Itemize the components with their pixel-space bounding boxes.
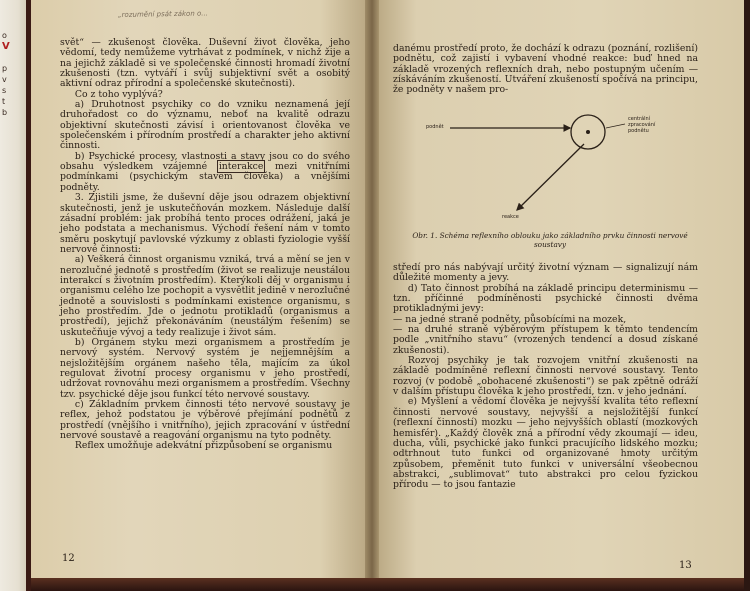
paragraph: a) Veškerá činnost organismu vzniká, trvá a mění se jen v nerozlučné jednotě s prostředím (život se realizuje neustálou interakcí s životním prostředím). Kterýkoli děj v organismu i organismu celého lze pochopit a vysvětlit jedině v nerozlučné jednotě a souvislosti s podmínkami existence organismu, s jeho prostředím. Jde o jednotu protikladů (organismus a prostředí), jejichž překonáváním (neustálým řešením) se uskutečňuje vývoj a tedy realizuje i život sám. bbox=[60, 254, 350, 338]
paragraph: a) Druhotnost psychiky co do vzniku neznamená její druhořadost co do významu, neboť na kvalitě odrazu objektivní skutečnosti závisí i orientovanost člověka ve společenském i přírodním prostředí a charakter jeho aktivní činnosti. bbox=[60, 99, 350, 152]
margin-letter bbox=[2, 52, 24, 63]
paragraph: danému prostředí proto, že dochází k odrazu (poznání, rozlišení) podnětu, což zajistí i vybavení vhodné reakce: buď hned na základě vrozených reflexních drah, nebo postupným učením — získáváním zkušeností. Utváření zkušeností spočívá na principu, že podněty v našem pro- bbox=[393, 43, 698, 96]
paragraph: d) Tato činnost probíhá na základě principu determinismu — tzn. příčinné podmíněnosti psychické činnosti dvěma protikladnými jevy: bbox=[393, 282, 698, 315]
paragraph: Co z toho vyplývá? bbox=[74, 88, 163, 100]
margin-letter: o bbox=[2, 31, 7, 40]
left-margin-letters bbox=[2, 30, 24, 118]
boxed-word: interakce bbox=[218, 161, 264, 173]
paragraph-part: mezi vnitřními podmínkami (psychickým stavem člověka) a vnějšími podněty. bbox=[60, 161, 350, 193]
paragraph: středí pro nás nabývají určitý životní význam — signalizují nám důležité momenty a jevy. bbox=[393, 262, 698, 284]
paragraph: 3. Zjistili jsme, že duševní děje jsou odrazem objektivní skutečnosti, jenž je uskutečňován mozkem. Následuje další zásadní problém: jak probíhá tento proces odrážení, jaká je jeho podstata a mechanismus. Východí řešení nám v tomto směru poskytují pavlovské výzkumy z oblasti fyziologie vyšší nervové činnosti: bbox=[60, 192, 350, 255]
reaction-label: reakce bbox=[502, 214, 519, 220]
page-number-left: 12 bbox=[62, 553, 75, 564]
bottom-edge bbox=[31, 578, 744, 591]
paragraph: b) Orgánem styku mezi organismem a prostředím je nervový systém. Nervový systém je nejjemnějším a nejsložitějším orgánem našeho těla, majícím za úkol regulovat životní procesy organismu v jeho prostředí, udržovat rovnováhu mezi organismem a prostředím. Všechny tzv. psychické děje jsou funkcí této nervové soustavy. bbox=[60, 336, 350, 400]
right-page-text-bottom bbox=[393, 263, 698, 491]
reflex-arc-figure bbox=[420, 110, 680, 225]
stimulus-label: podnět bbox=[426, 124, 444, 130]
paragraph-part: b) Psychické procesy, vlastnosti a stavy jsou co do svého obsahu výsledkem vzájemné bbox=[60, 150, 350, 173]
center-dot bbox=[586, 130, 590, 134]
handwritten-note: „rozumění psát zákon o... bbox=[117, 9, 208, 20]
book-gutter bbox=[365, 0, 379, 580]
reaction-arrow bbox=[517, 144, 584, 210]
paragraph: Reflex umožňuje adekvátní přizpůsobení se organismu bbox=[74, 440, 333, 452]
center-leader-line bbox=[606, 124, 625, 128]
paragraph: — na jedné straně podněty, působícími na mozek, bbox=[393, 313, 627, 325]
left-page-text bbox=[60, 38, 350, 452]
center-label: centrální zpracování podnětu bbox=[628, 116, 656, 134]
margin-letter: t bbox=[2, 97, 6, 106]
paragraph: c) Základním prvkem činnosti této nervové soustavy je reflex, jehož podstatou je výběrové přejímání podnětů z prostředí (vnějšího i vnitřního), jejich zpracování v ústřední nervové soustavě a reagování organismu na tyto podněty. bbox=[60, 399, 350, 442]
paragraph: Rozvoj psychiky je tak rozvojem vnitřní zkušenosti na základě podmíněné reflexní činnosti nervové soustavy. Tento rozvoj (v podobě „obohacené zkušenosti“) se pak zpětně odráží v dalším přístupu člověka k jeho prostředí, tzn. v jeho jednání. bbox=[393, 355, 698, 398]
right-page-text-top bbox=[393, 44, 698, 96]
right-edge bbox=[744, 0, 750, 591]
paragraph: — na druhé straně výběrovým přístupem k těmto tendencím podle „vnitřního stavu“ (vrozených tendencí a dosud získané zkušenosti). bbox=[393, 324, 698, 356]
figure-caption: Obr. 1. Schéma reflexního oblouku jako základního prvku činnosti nervové soustavy bbox=[412, 231, 688, 249]
paragraph: e) Myšlení a vědomí člověka je nejvyšší kvalita této reflexní činnosti nervové soustavy, nejvyšší a nejsložitější funkcí (reflexní činností) mozku — jeho nejvyšších oblastí (mozkových hemisfér). „Každý člověk zná a přírodní vědy zkoumají — ideu, ducha, vůli, psychické jako funkci pracujícího lidského mozku; odtrhnout tuto funkci od organizované hmoty určitým způsobem, přeměnit tuto funkci v universální všeobecnou abstrakci, „sublimovat“ tuto abstrakci pro celou fyzickou přírodu — to jsou fantazie bbox=[393, 396, 698, 491]
margin-letter: v bbox=[2, 75, 7, 84]
paragraph: svět“ — zkušenost člověka. Duševní život člověka, jeho vědomí, tedy nemůžeme vytrhávat z podmínek, v nichž žije a na jejichž základě si ve společenské činnosti hromadí životní zkušenosti (tzn. vytváří i svůj subjektivní svět a osobitý aktivní odraz přírodní a společenské skutečnosti). bbox=[60, 37, 350, 90]
margin-letter: p bbox=[2, 64, 8, 73]
margin-letter: b bbox=[2, 108, 8, 117]
page-number-right: 13 bbox=[679, 560, 692, 571]
paragraph bbox=[60, 152, 350, 193]
margin-letter: s bbox=[2, 86, 7, 95]
margin-letter: V bbox=[2, 41, 10, 52]
